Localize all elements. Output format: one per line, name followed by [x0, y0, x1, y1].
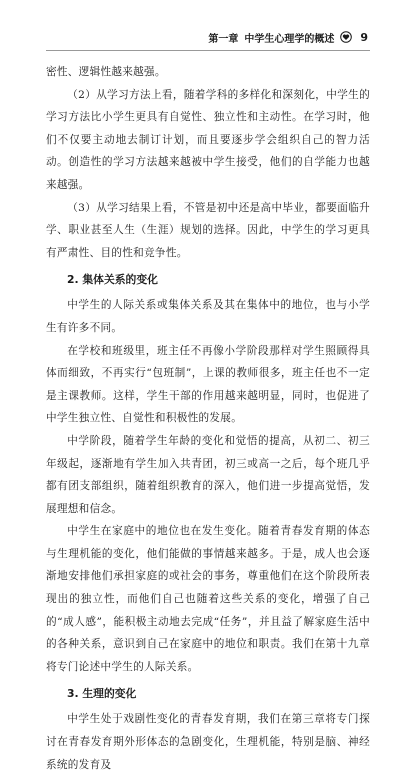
paragraph-learning-result: （3）从学习结果上看，不管是初中还是高中毕业，都要面临升学、职业甚至人生（生涯）规划的选择。因此，中学生的学习更具有严肃性、目的性和竞争性。	[46, 201, 370, 259]
section-heading-physiological-change: 3. 生理的变化	[67, 687, 137, 701]
paragraph-school-class: 在学校和班级里，班主任不再像小学阶段那样对学生照顾得具体而细致，不再实行“包班制”，上课的教师很多，班主任也不一定是主课教师。这样，学生干部的作用越来越明显，同时，也促进了中学生独立性、自觉性和积极性的发展。	[46, 344, 370, 425]
heart-circle-icon	[340, 31, 352, 43]
paragraph-continued: 密性、逻辑性越来越强。	[46, 66, 166, 78]
paragraph-learning-method: （2）从学习方法上看，随着学科的多样化和深刻化，中学生的学习方法比小学生更具有自觉性、独立性和主动性。在学习时，他们不仅要主动地去制订计划，而且要逐步学会组织自己的智力活动。创造性的学习方法越来越被中学生接受，他们的自学能力也越来越强。	[46, 88, 370, 191]
header-rule	[46, 50, 370, 51]
page-number: 9	[360, 30, 368, 44]
section-heading-collective-relations: 2. 集体关系的变化	[67, 273, 158, 287]
chapter-label: 第一章	[208, 33, 239, 45]
chapter-title: 中学生心理学的概述	[244, 33, 335, 45]
paragraph-family-status: 中学生在家庭中的地位也在发生变化。随着青春发育期的体态与生理机能的变化，他们能做的事情越来越多。于是，成人也会逐渐地安排他们承担家庭的或社会的事务，尊重他们在这个阶段所表现出的独立性，而他们自己也随着这些关系的变化，增强了自己的“成人感”，能积极主动地去完成“任务”，并且益了解家庭生活中的各种关系，意识到自己在家庭中的地位和职责。我们在第十九章将专门论述中学生的人际关系。	[46, 525, 370, 673]
running-header	[46, 28, 368, 46]
paragraph-youth-league: 中学阶段，随着学生年龄的变化和觉悟的提高，从初二、初三年级起，逐渐地有学生加入共青团，初三或高一之后，每个班几乎都有团支部组织，随着组织教育的深入，他们进一步提高觉悟，发展理想和信念。	[46, 434, 370, 515]
paragraph-interpersonal: 中学生的人际关系或集体关系及其在集体中的地位，也与小学生有许多不同。	[46, 299, 370, 334]
paragraph-puberty: 中学生处于戏剧性变化的青春发育期，我们在第三章将专门探讨在青春发育期外形体态的急剧变化，生理机能，特别是脑、神经系统的发育及	[46, 713, 370, 771]
